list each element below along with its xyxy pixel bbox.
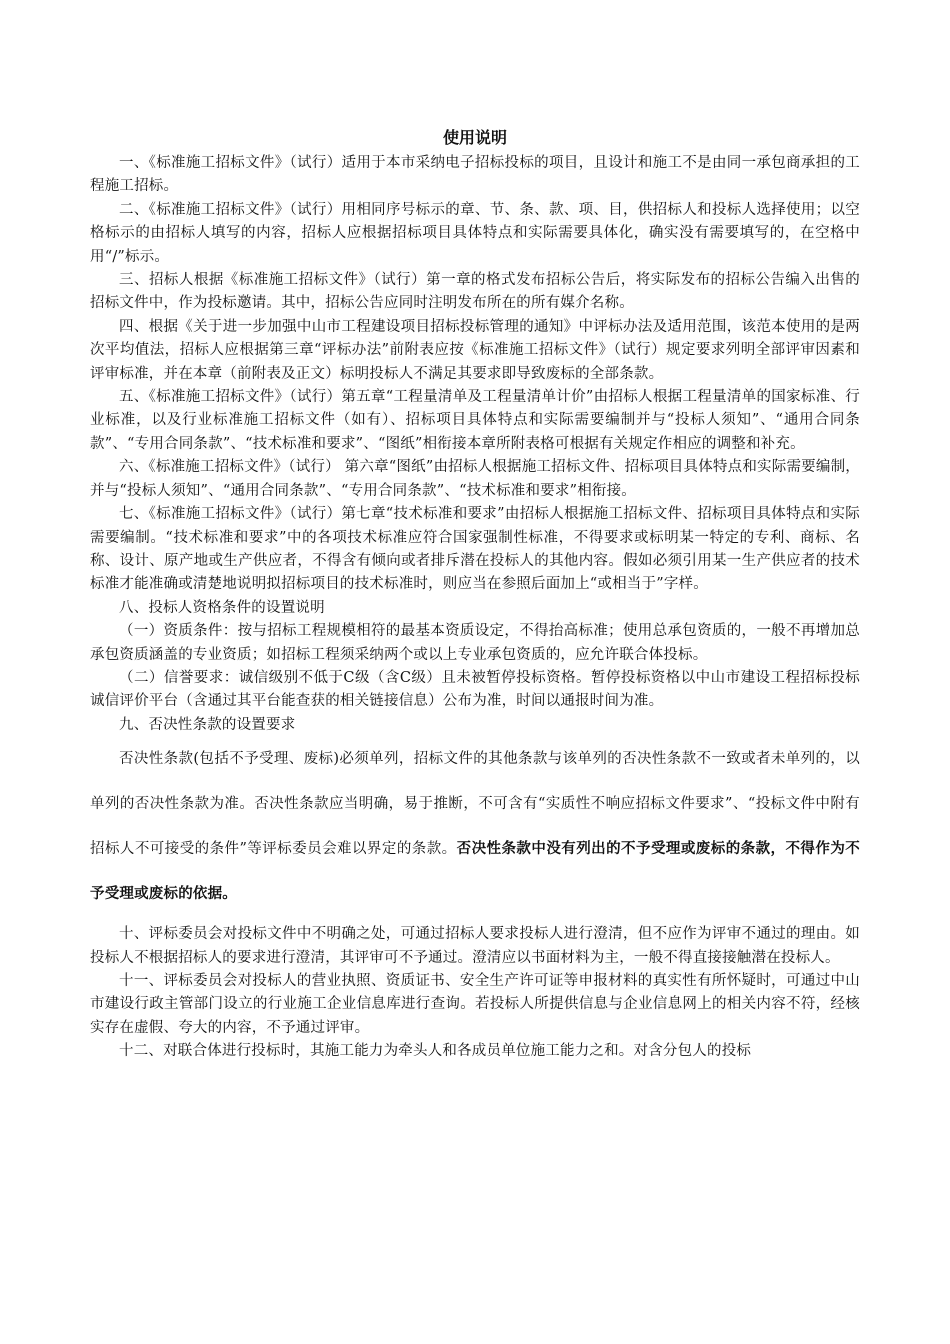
paragraph-8-heading: 八、投标人资格条件的设置说明: [119, 599, 325, 616]
document-page: [90, 126, 860, 1064]
paragraph-9-heading: 九、否决性条款的设置要求: [119, 716, 296, 733]
veto-text: 否决性条款(包括不予受理、废标)必须单列，招标文件的其他条款与该单列的否决性条款不一致或者未单列的，以单列的否决性条款为准。否决性条款应当明确，易于推断，不可含有“实质性不响应招标文件要求”、“投标文件中附有招标人不可接受的条件”等评标委员会难以界定的条款。: [90, 751, 860, 858]
veto-bold-text: 否决性条款中没有列出的不予受理或废标的条款，不得作为不予受理或废标的依据。: [90, 841, 860, 903]
paragraph-12: 十二、对联合体进行投标时，其施工能力为牵头人和各成员单位施工能力之和。对含分包人的投标: [119, 1043, 752, 1060]
veto-paragraph: [90, 737, 860, 917]
paragraph-6: 六、《标准施工招标文件》（试行） 第六章“图纸”由招标人根据施工招标文件、招标项目具体特点和实际需要编制，并与“投标人须知”、“通用合同条款”、“专用合同条款”、“技术标准和要求”相衔接。: [90, 459, 860, 499]
paragraph-8-2: （二）信誉要求：诚信级别不低于C级（含C级）且未被暂停投标资格。暂停投标资格以中山市建设工程招标投标诚信评价平台（含通过其平台能查获的相关链接信息）公布为准，时间以通报时间为准。: [90, 669, 860, 710]
paragraph-3: 三、招标人根据《标准施工招标文件》（试行）第一章的格式发布招标公告后，将实际发布的招标公告编入出售的招标文件中，作为投标邀请。其中，招标公告应同时注明发布所在的所有媒介名称。: [90, 272, 860, 312]
paragraph-2: 二、《标准施工招标文件》（试行）用相同序号标示的章、节、条、款、项、目，供招标人和投标人选择使用；以空格标示的由招标人填写的内容，招标人应根据招标项目具体特点和实际需要具体化，确实没有需要填写的，在空格中用“/”标示。: [90, 201, 860, 265]
paragraph-11: 十一、评标委员会对投标人的营业执照、资质证书、安全生产许可证等申报材料的真实性有所怀疑时，可通过中山市建设行政主管部门设立的行业施工企业信息库进行查询。若投标人所提供信息与企业信息网上的相关内容不符，经核实存在虚假、夸大的内容，不予通过评审。: [90, 972, 860, 1036]
paragraph-8-1: （一）资质条件：按与招标工程规模相符的最基本资质设定，不得抬高标准；使用总承包资质的，一般不再增加总承包资质涵盖的专业资质；如招标工程须采纳两个或以上专业承包资质的，应允许联合体投标。: [90, 623, 860, 663]
paragraph-1: 一、《标准施工招标文件》（试行）适用于本市采纳电子招标投标的项目，且设计和施工不是由同一承包商承担的工程施工招标。: [90, 155, 860, 195]
paragraph-7: 七、《标准施工招标文件》（试行）第七章“技术标准和要求”由招标人根据施工招标文件、招标项目具体特点和实际需要编制。“技术标准和要求”中的各项技术标准应符合国家强制性标准，不得要求或标明某一特定的专利、商标、名称、设计、原产地或生产供应者，不得含有倾向或者排斥潜在投标人的其他内容。假如必须引用某一生产供应者的技术标准才能准确或清楚地说明拟招标项目的技术标准时，则应当在参照后面加上“或相当于”字样。: [90, 506, 860, 593]
paragraph-4: 四、根据《关于进一步加强中山市工程建设项目招标投标管理的通知》中评标办法及适用范围，该范本使用的是两次平均值法，招标人应根据第三章“评标办法”前附表应按《标准施工招标文件》（试行）规定要求列明全部评审因素和评审标准，并在本章（前附表及正文）标明投标人不满足其要求即导致废标的全部条款。: [90, 318, 860, 382]
paragraph-10: 十、评标委员会对投标文件中不明确之处，可通过招标人要求投标人进行澄清，但不应作为评审不通过的理由。如投标人不根据招标人的要求进行澄清，其评审可不予通过。澄清应以书面材料为主，一般不得直接接触潜在投标人。: [90, 926, 860, 966]
document-title: 使用说明: [442, 128, 507, 147]
paragraph-5: 五、《标准施工招标文件》（试行）第五章“工程量清单及工程量清单计价”由招标人根据工程量清单的国家标准、行业标准，以及行业标准施工招标文件（如有）、招标项目具体特点和实际需要编制并与“投标人须知”、“通用合同条款”、“专用合同条款”、“技术标准和要求”、“图纸”相衔接本章所附表格可根据有关规定作相应的调整和补充。: [90, 389, 860, 452]
